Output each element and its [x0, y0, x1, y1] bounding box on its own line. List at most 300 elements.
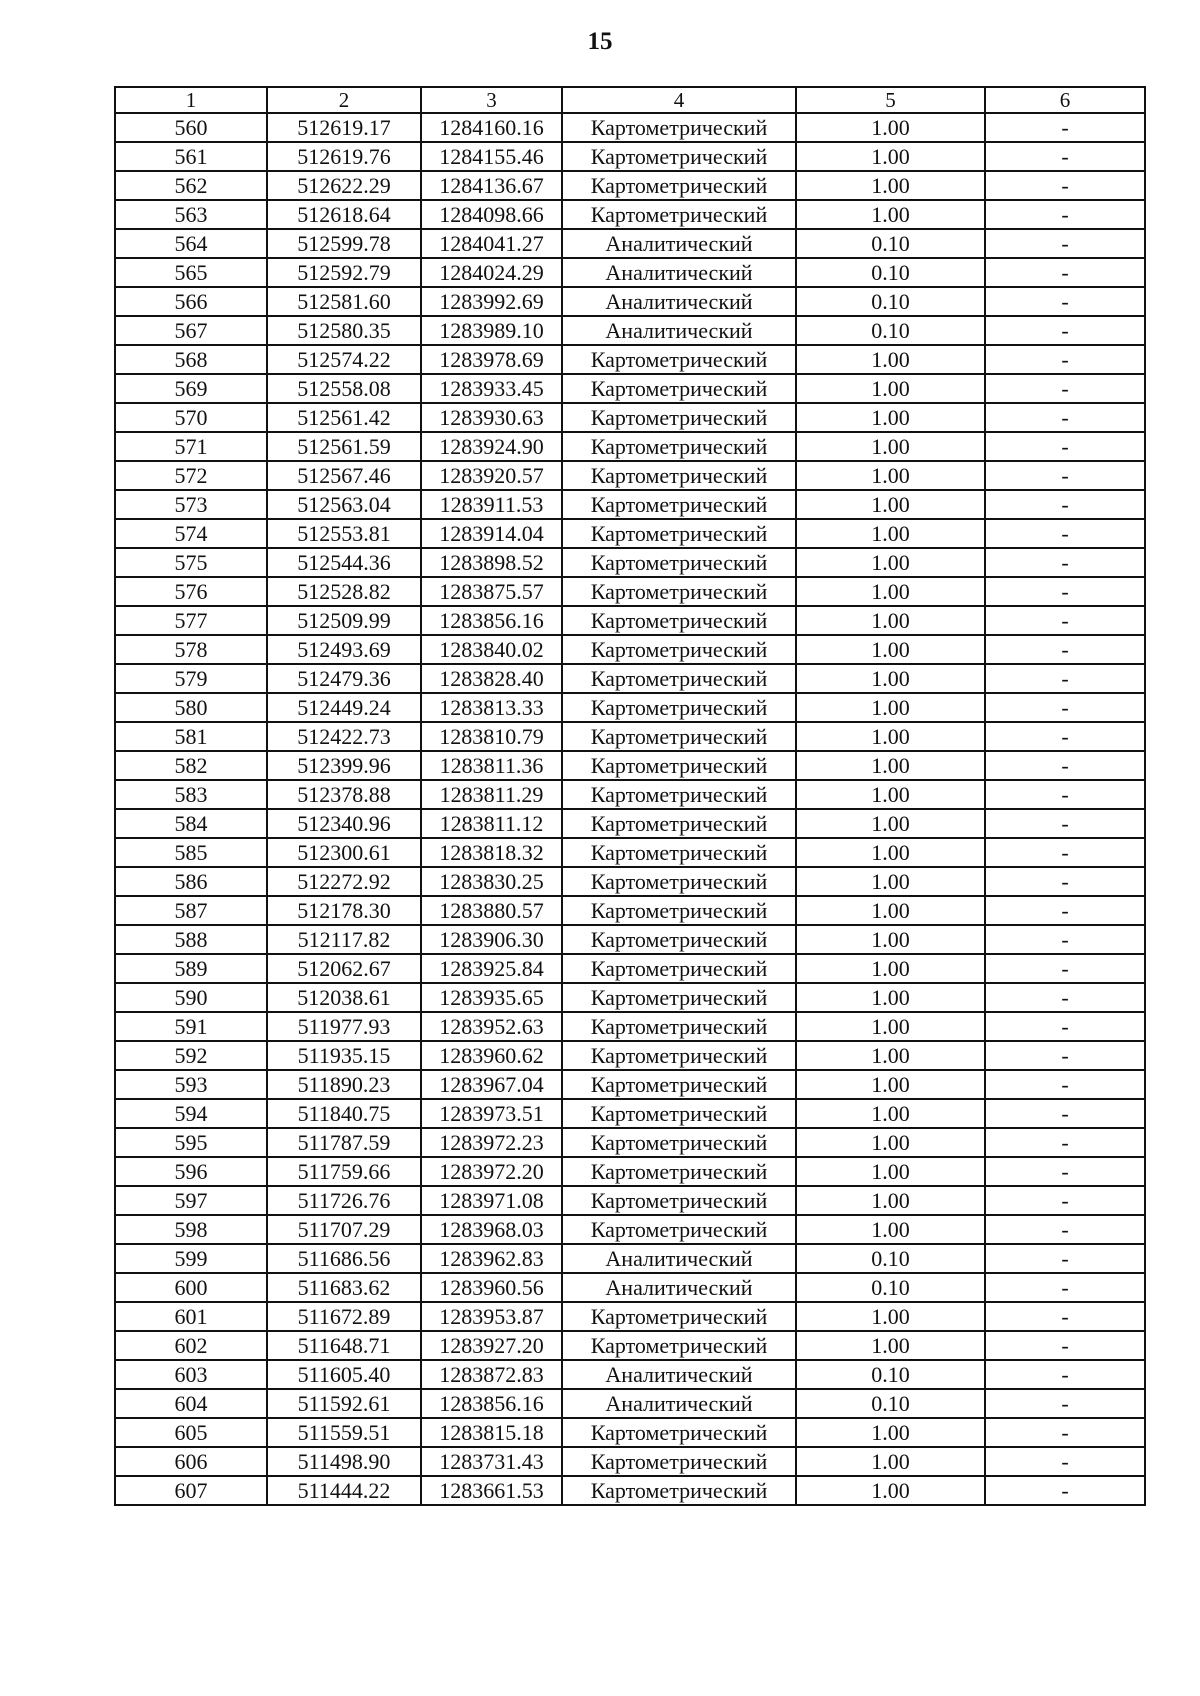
- y-coordinate-cell: 1283830.25: [421, 867, 562, 896]
- method-cell: Аналитический: [562, 316, 796, 345]
- accuracy-cell: 1.00: [796, 606, 985, 635]
- x-coordinate-cell: 512178.30: [267, 896, 421, 925]
- header-cell: 1: [115, 87, 267, 113]
- table-row: [115, 461, 1145, 490]
- point-number-cell: 598: [115, 1215, 267, 1244]
- note-cell: -: [985, 1215, 1145, 1244]
- x-coordinate-cell: 512509.99: [267, 606, 421, 635]
- note-cell: -: [985, 635, 1145, 664]
- x-coordinate-cell: 512449.24: [267, 693, 421, 722]
- note-cell: -: [985, 577, 1145, 606]
- y-coordinate-cell: 1283875.57: [421, 577, 562, 606]
- y-coordinate-cell: 1283960.62: [421, 1041, 562, 1070]
- point-number-cell: 565: [115, 258, 267, 287]
- y-coordinate-cell: 1283973.51: [421, 1099, 562, 1128]
- point-number-cell: 562: [115, 171, 267, 200]
- table-row: [115, 1041, 1145, 1070]
- point-number-cell: 592: [115, 1041, 267, 1070]
- note-cell: -: [985, 867, 1145, 896]
- x-coordinate-cell: 512563.04: [267, 490, 421, 519]
- x-coordinate-cell: 512479.36: [267, 664, 421, 693]
- y-coordinate-cell: 1284024.29: [421, 258, 562, 287]
- table-row: [115, 1331, 1145, 1360]
- x-coordinate-cell: 512553.81: [267, 519, 421, 548]
- x-coordinate-cell: 511592.61: [267, 1389, 421, 1418]
- point-number-cell: 600: [115, 1273, 267, 1302]
- point-number-cell: 597: [115, 1186, 267, 1215]
- accuracy-cell: 1.00: [796, 1418, 985, 1447]
- accuracy-cell: 1.00: [796, 200, 985, 229]
- note-cell: -: [985, 1070, 1145, 1099]
- note-cell: -: [985, 780, 1145, 809]
- accuracy-cell: 1.00: [796, 1447, 985, 1476]
- accuracy-cell: 1.00: [796, 722, 985, 751]
- table-row: [115, 1157, 1145, 1186]
- x-coordinate-cell: 512038.61: [267, 983, 421, 1012]
- accuracy-cell: 1.00: [796, 432, 985, 461]
- accuracy-cell: 1.00: [796, 1128, 985, 1157]
- page-number: 15: [587, 28, 613, 55]
- y-coordinate-cell: 1283811.29: [421, 780, 562, 809]
- accuracy-cell: 1.00: [796, 925, 985, 954]
- table-header-row: [115, 87, 1145, 113]
- table-row: [115, 548, 1145, 577]
- x-coordinate-cell: 511726.76: [267, 1186, 421, 1215]
- method-cell: Картометрический: [562, 577, 796, 606]
- note-cell: -: [985, 1360, 1145, 1389]
- method-cell: Аналитический: [562, 1244, 796, 1273]
- table-row: [115, 374, 1145, 403]
- method-cell: Аналитический: [562, 229, 796, 258]
- y-coordinate-cell: 1284155.46: [421, 142, 562, 171]
- y-coordinate-cell: 1283810.79: [421, 722, 562, 751]
- note-cell: -: [985, 1244, 1145, 1273]
- point-number-cell: 589: [115, 954, 267, 983]
- note-cell: -: [985, 432, 1145, 461]
- y-coordinate-cell: 1283880.57: [421, 896, 562, 925]
- method-cell: Картометрический: [562, 1215, 796, 1244]
- table-row: [115, 403, 1145, 432]
- x-coordinate-cell: 512528.82: [267, 577, 421, 606]
- table-row: [115, 606, 1145, 635]
- point-number-cell: 579: [115, 664, 267, 693]
- y-coordinate-cell: 1283930.63: [421, 403, 562, 432]
- point-number-cell: 607: [115, 1476, 267, 1505]
- method-cell: Картометрический: [562, 432, 796, 461]
- point-number-cell: 602: [115, 1331, 267, 1360]
- note-cell: -: [985, 1157, 1145, 1186]
- point-number-cell: 561: [115, 142, 267, 171]
- x-coordinate-cell: 511890.23: [267, 1070, 421, 1099]
- note-cell: -: [985, 113, 1145, 142]
- note-cell: -: [985, 345, 1145, 374]
- x-coordinate-cell: 511444.22: [267, 1476, 421, 1505]
- accuracy-cell: 1.00: [796, 403, 985, 432]
- table-row: [115, 809, 1145, 838]
- table-row: [115, 200, 1145, 229]
- table-row: [115, 287, 1145, 316]
- note-cell: -: [985, 1099, 1145, 1128]
- x-coordinate-cell: 511787.59: [267, 1128, 421, 1157]
- y-coordinate-cell: 1283811.36: [421, 751, 562, 780]
- header-cell: 5: [796, 87, 985, 113]
- x-coordinate-cell: 512493.69: [267, 635, 421, 664]
- accuracy-cell: 0.10: [796, 1360, 985, 1389]
- accuracy-cell: 1.00: [796, 1302, 985, 1331]
- method-cell: Картометрический: [562, 142, 796, 171]
- point-number-cell: 564: [115, 229, 267, 258]
- table-row: [115, 722, 1145, 751]
- method-cell: Аналитический: [562, 258, 796, 287]
- point-number-cell: 585: [115, 838, 267, 867]
- x-coordinate-cell: 512619.76: [267, 142, 421, 171]
- x-coordinate-cell: 511605.40: [267, 1360, 421, 1389]
- accuracy-cell: 0.10: [796, 1273, 985, 1302]
- table-row: [115, 838, 1145, 867]
- table-row: [115, 1302, 1145, 1331]
- accuracy-cell: 1.00: [796, 693, 985, 722]
- method-cell: Аналитический: [562, 287, 796, 316]
- table-row: [115, 1128, 1145, 1157]
- note-cell: -: [985, 809, 1145, 838]
- point-number-cell: 577: [115, 606, 267, 635]
- x-coordinate-cell: 512544.36: [267, 548, 421, 577]
- accuracy-cell: 1.00: [796, 1070, 985, 1099]
- accuracy-cell: 1.00: [796, 896, 985, 925]
- accuracy-cell: 0.10: [796, 1244, 985, 1273]
- method-cell: Картометрический: [562, 954, 796, 983]
- table-row: [115, 635, 1145, 664]
- y-coordinate-cell: 1284041.27: [421, 229, 562, 258]
- accuracy-cell: 1.00: [796, 113, 985, 142]
- header-cell: 6: [985, 87, 1145, 113]
- table-row: [115, 751, 1145, 780]
- table-row: [115, 780, 1145, 809]
- point-number-cell: 566: [115, 287, 267, 316]
- x-coordinate-cell: 512561.59: [267, 432, 421, 461]
- y-coordinate-cell: 1283967.04: [421, 1070, 562, 1099]
- x-coordinate-cell: 512561.42: [267, 403, 421, 432]
- method-cell: Аналитический: [562, 1273, 796, 1302]
- x-coordinate-cell: 512574.22: [267, 345, 421, 374]
- point-number-cell: 601: [115, 1302, 267, 1331]
- point-number-cell: 596: [115, 1157, 267, 1186]
- point-number-cell: 567: [115, 316, 267, 345]
- table-row: [115, 577, 1145, 606]
- y-coordinate-cell: 1283935.65: [421, 983, 562, 1012]
- note-cell: -: [985, 838, 1145, 867]
- x-coordinate-cell: 511759.66: [267, 1157, 421, 1186]
- x-coordinate-cell: 512300.61: [267, 838, 421, 867]
- accuracy-cell: 1.00: [796, 1331, 985, 1360]
- x-coordinate-cell: 512618.64: [267, 200, 421, 229]
- x-coordinate-cell: 511559.51: [267, 1418, 421, 1447]
- y-coordinate-cell: 1283856.16: [421, 1389, 562, 1418]
- accuracy-cell: 1.00: [796, 548, 985, 577]
- accuracy-cell: 1.00: [796, 809, 985, 838]
- table-row: [115, 1360, 1145, 1389]
- y-coordinate-cell: 1284160.16: [421, 113, 562, 142]
- table-row: [115, 1447, 1145, 1476]
- point-number-cell: 594: [115, 1099, 267, 1128]
- table-row: [115, 1389, 1145, 1418]
- x-coordinate-cell: 512117.82: [267, 925, 421, 954]
- note-cell: -: [985, 461, 1145, 490]
- y-coordinate-cell: 1283924.90: [421, 432, 562, 461]
- table-row: [115, 1273, 1145, 1302]
- method-cell: Картометрический: [562, 345, 796, 374]
- point-number-cell: 606: [115, 1447, 267, 1476]
- method-cell: Картометрический: [562, 925, 796, 954]
- method-cell: Картометрический: [562, 751, 796, 780]
- point-number-cell: 603: [115, 1360, 267, 1389]
- method-cell: Картометрический: [562, 171, 796, 200]
- method-cell: Картометрический: [562, 809, 796, 838]
- y-coordinate-cell: 1283992.69: [421, 287, 562, 316]
- note-cell: -: [985, 519, 1145, 548]
- point-number-cell: 563: [115, 200, 267, 229]
- point-number-cell: 593: [115, 1070, 267, 1099]
- point-number-cell: 571: [115, 432, 267, 461]
- note-cell: -: [985, 403, 1145, 432]
- accuracy-cell: 1.00: [796, 867, 985, 896]
- accuracy-cell: 0.10: [796, 287, 985, 316]
- point-number-cell: 582: [115, 751, 267, 780]
- point-number-cell: 560: [115, 113, 267, 142]
- note-cell: -: [985, 1447, 1145, 1476]
- point-number-cell: 578: [115, 635, 267, 664]
- accuracy-cell: 0.10: [796, 1389, 985, 1418]
- accuracy-cell: 1.00: [796, 1041, 985, 1070]
- accuracy-cell: 1.00: [796, 461, 985, 490]
- method-cell: Картометрический: [562, 1128, 796, 1157]
- y-coordinate-cell: 1283815.18: [421, 1418, 562, 1447]
- accuracy-cell: 1.00: [796, 751, 985, 780]
- method-cell: Картометрический: [562, 606, 796, 635]
- method-cell: Картометрический: [562, 403, 796, 432]
- accuracy-cell: 1.00: [796, 490, 985, 519]
- coordinates-table: [114, 86, 1146, 1506]
- point-number-cell: 573: [115, 490, 267, 519]
- table-row: [115, 954, 1145, 983]
- method-cell: Картометрический: [562, 113, 796, 142]
- x-coordinate-cell: 511707.29: [267, 1215, 421, 1244]
- note-cell: -: [985, 200, 1145, 229]
- method-cell: Картометрический: [562, 548, 796, 577]
- note-cell: -: [985, 664, 1145, 693]
- accuracy-cell: 1.00: [796, 1157, 985, 1186]
- table-row: [115, 896, 1145, 925]
- table-row: [115, 229, 1145, 258]
- accuracy-cell: 1.00: [796, 664, 985, 693]
- table-row: [115, 432, 1145, 461]
- table-row: [115, 1476, 1145, 1505]
- note-cell: -: [985, 693, 1145, 722]
- method-cell: Картометрический: [562, 1186, 796, 1215]
- y-coordinate-cell: 1283872.83: [421, 1360, 562, 1389]
- x-coordinate-cell: 512599.78: [267, 229, 421, 258]
- y-coordinate-cell: 1283933.45: [421, 374, 562, 403]
- point-number-cell: 605: [115, 1418, 267, 1447]
- y-coordinate-cell: 1283953.87: [421, 1302, 562, 1331]
- x-coordinate-cell: 511686.56: [267, 1244, 421, 1273]
- table-row: [115, 925, 1145, 954]
- method-cell: Картометрический: [562, 1012, 796, 1041]
- accuracy-cell: 1.00: [796, 1476, 985, 1505]
- method-cell: Картометрический: [562, 838, 796, 867]
- note-cell: -: [985, 1041, 1145, 1070]
- method-cell: Картометрический: [562, 461, 796, 490]
- point-number-cell: 584: [115, 809, 267, 838]
- method-cell: Картометрический: [562, 1476, 796, 1505]
- point-number-cell: 590: [115, 983, 267, 1012]
- y-coordinate-cell: 1283661.53: [421, 1476, 562, 1505]
- method-cell: Картометрический: [562, 722, 796, 751]
- accuracy-cell: 1.00: [796, 142, 985, 171]
- table-row: [115, 1012, 1145, 1041]
- note-cell: -: [985, 925, 1145, 954]
- note-cell: -: [985, 287, 1145, 316]
- x-coordinate-cell: 511683.62: [267, 1273, 421, 1302]
- x-coordinate-cell: 511840.75: [267, 1099, 421, 1128]
- method-cell: Картометрический: [562, 867, 796, 896]
- accuracy-cell: 1.00: [796, 954, 985, 983]
- x-coordinate-cell: 512062.67: [267, 954, 421, 983]
- note-cell: -: [985, 548, 1145, 577]
- method-cell: Картометрический: [562, 1099, 796, 1128]
- point-number-cell: 569: [115, 374, 267, 403]
- point-number-cell: 604: [115, 1389, 267, 1418]
- table-row: [115, 490, 1145, 519]
- note-cell: -: [985, 229, 1145, 258]
- note-cell: -: [985, 983, 1145, 1012]
- point-number-cell: 572: [115, 461, 267, 490]
- note-cell: -: [985, 606, 1145, 635]
- header-cell: 2: [267, 87, 421, 113]
- y-coordinate-cell: 1283828.40: [421, 664, 562, 693]
- note-cell: -: [985, 142, 1145, 171]
- note-cell: -: [985, 258, 1145, 287]
- y-coordinate-cell: 1283906.30: [421, 925, 562, 954]
- table-row: [115, 983, 1145, 1012]
- point-number-cell: 576: [115, 577, 267, 606]
- accuracy-cell: 1.00: [796, 374, 985, 403]
- note-cell: -: [985, 1418, 1145, 1447]
- accuracy-cell: 1.00: [796, 1186, 985, 1215]
- table-row: [115, 258, 1145, 287]
- point-number-cell: 587: [115, 896, 267, 925]
- x-coordinate-cell: 512422.73: [267, 722, 421, 751]
- method-cell: Картометрический: [562, 1418, 796, 1447]
- table-row: [115, 345, 1145, 374]
- x-coordinate-cell: 511672.89: [267, 1302, 421, 1331]
- note-cell: -: [985, 490, 1145, 519]
- accuracy-cell: 1.00: [796, 983, 985, 1012]
- x-coordinate-cell: 511498.90: [267, 1447, 421, 1476]
- table-row: [115, 1215, 1145, 1244]
- method-cell: Картометрический: [562, 1331, 796, 1360]
- note-cell: -: [985, 1302, 1145, 1331]
- table-row: [115, 1244, 1145, 1273]
- x-coordinate-cell: 512619.17: [267, 113, 421, 142]
- y-coordinate-cell: 1283818.32: [421, 838, 562, 867]
- x-coordinate-cell: 512622.29: [267, 171, 421, 200]
- point-number-cell: 588: [115, 925, 267, 954]
- y-coordinate-cell: 1283911.53: [421, 490, 562, 519]
- point-number-cell: 583: [115, 780, 267, 809]
- table-row: [115, 693, 1145, 722]
- point-number-cell: 595: [115, 1128, 267, 1157]
- point-number-cell: 568: [115, 345, 267, 374]
- header-cell: 3: [421, 87, 562, 113]
- point-number-cell: 591: [115, 1012, 267, 1041]
- method-cell: Картометрический: [562, 374, 796, 403]
- accuracy-cell: 1.00: [796, 1215, 985, 1244]
- accuracy-cell: 1.00: [796, 171, 985, 200]
- accuracy-cell: 1.00: [796, 780, 985, 809]
- y-coordinate-cell: 1283978.69: [421, 345, 562, 374]
- y-coordinate-cell: 1283811.12: [421, 809, 562, 838]
- y-coordinate-cell: 1284098.66: [421, 200, 562, 229]
- y-coordinate-cell: 1283972.23: [421, 1128, 562, 1157]
- accuracy-cell: 1.00: [796, 345, 985, 374]
- y-coordinate-cell: 1283971.08: [421, 1186, 562, 1215]
- x-coordinate-cell: 512581.60: [267, 287, 421, 316]
- x-coordinate-cell: 512580.35: [267, 316, 421, 345]
- method-cell: Картометрический: [562, 1157, 796, 1186]
- y-coordinate-cell: 1284136.67: [421, 171, 562, 200]
- table-row: [115, 316, 1145, 345]
- note-cell: -: [985, 1331, 1145, 1360]
- y-coordinate-cell: 1283914.04: [421, 519, 562, 548]
- note-cell: -: [985, 1389, 1145, 1418]
- x-coordinate-cell: 512399.96: [267, 751, 421, 780]
- y-coordinate-cell: 1283952.63: [421, 1012, 562, 1041]
- table-row: [115, 142, 1145, 171]
- method-cell: Картометрический: [562, 1041, 796, 1070]
- note-cell: -: [985, 954, 1145, 983]
- point-number-cell: 575: [115, 548, 267, 577]
- y-coordinate-cell: 1283925.84: [421, 954, 562, 983]
- table-row: [115, 1186, 1145, 1215]
- point-number-cell: 570: [115, 403, 267, 432]
- method-cell: Аналитический: [562, 1389, 796, 1418]
- accuracy-cell: 0.10: [796, 316, 985, 345]
- x-coordinate-cell: 512558.08: [267, 374, 421, 403]
- table-row: [115, 113, 1145, 142]
- table-row: [115, 171, 1145, 200]
- table-body: [115, 87, 1145, 1505]
- x-coordinate-cell: 512592.79: [267, 258, 421, 287]
- y-coordinate-cell: 1283962.83: [421, 1244, 562, 1273]
- note-cell: -: [985, 1476, 1145, 1505]
- accuracy-cell: 1.00: [796, 1012, 985, 1041]
- method-cell: Картометрический: [562, 1302, 796, 1331]
- method-cell: Картометрический: [562, 1070, 796, 1099]
- method-cell: Аналитический: [562, 1360, 796, 1389]
- accuracy-cell: 1.00: [796, 838, 985, 867]
- method-cell: Картометрический: [562, 693, 796, 722]
- x-coordinate-cell: 512567.46: [267, 461, 421, 490]
- table-row: [115, 1070, 1145, 1099]
- note-cell: -: [985, 1186, 1145, 1215]
- y-coordinate-cell: 1283989.10: [421, 316, 562, 345]
- method-cell: Картометрический: [562, 664, 796, 693]
- method-cell: Картометрический: [562, 983, 796, 1012]
- x-coordinate-cell: 511648.71: [267, 1331, 421, 1360]
- table-row: [115, 519, 1145, 548]
- header-cell: 4: [562, 87, 796, 113]
